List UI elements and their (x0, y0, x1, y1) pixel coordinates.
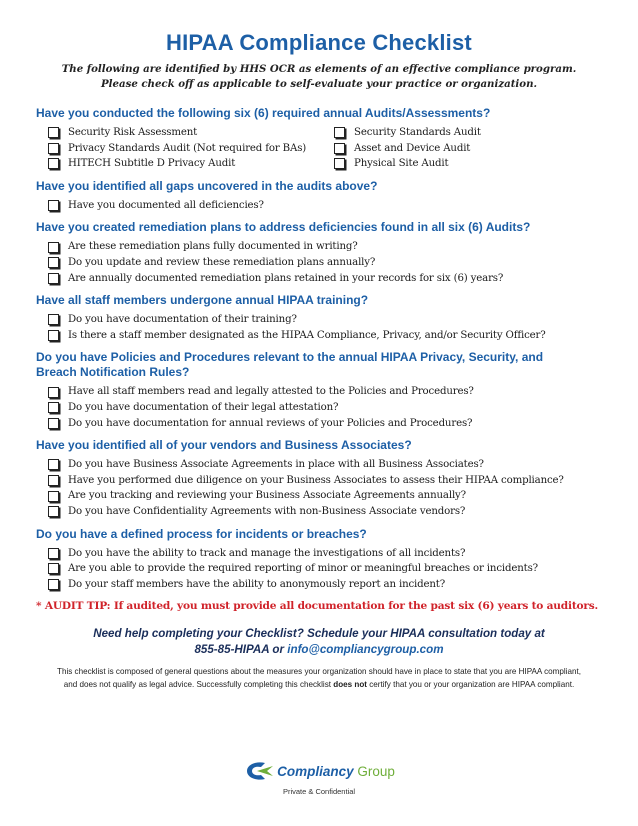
checklist-item (48, 156, 334, 172)
audits-checklist (48, 125, 602, 172)
question-vendors: Have you identified all of your vendors and Business Associates? (36, 438, 412, 453)
checklist-item (48, 384, 602, 400)
incidents-checklist (48, 546, 602, 593)
checkbox[interactable] (48, 158, 59, 169)
checklist-item (48, 546, 602, 562)
checkbox[interactable] (48, 200, 59, 211)
checkbox[interactable] (48, 314, 59, 325)
question-remediation: Have you created remediation plans to address deficiencies found in all six (6) Audits? (36, 220, 531, 235)
checkbox[interactable] (48, 402, 59, 413)
item-label: Are you able to provide the required reporting of minor or meaningful breaches or incidents? (68, 563, 538, 575)
checkbox[interactable] (48, 475, 59, 486)
checklist-item (48, 328, 602, 344)
brand-name-part-2: Group (357, 763, 395, 779)
item-label: Are these remediation plans fully documented in writing? (68, 241, 358, 253)
checklist-item (48, 504, 602, 520)
footer-logo (0, 760, 638, 796)
checklist-item (48, 271, 602, 287)
checklist-item (48, 416, 602, 432)
checkbox[interactable] (48, 242, 59, 253)
help-line-2 (36, 642, 602, 658)
vendors-checklist (48, 457, 602, 519)
intro-line-2: Please check off as applicable to self-evaluate your practice or organization. (100, 78, 538, 90)
help-line-1: Need help completing your Checklist? Schedule your HIPAA consultation today at (93, 627, 545, 641)
audit-tip: * AUDIT TIP: If audited, you must provide all documentation for the past six (6) years to auditors. (36, 600, 599, 613)
checklist-item (48, 312, 602, 328)
audits-column-1 (48, 125, 334, 172)
question-policies-line-2: Breach Notification Rules? (36, 365, 190, 380)
item-label: Do your staff members have the ability to anonymously report an incident? (68, 578, 446, 590)
question-audits: Have you conducted the following six (6) required annual Audits/Assessments? (36, 106, 491, 120)
brand-name (277, 764, 395, 779)
checklist-item (334, 141, 481, 157)
help-phone: 855-85-HIPAA or (194, 643, 285, 657)
item-label: Have you documented all deficiencies? (68, 199, 264, 211)
intro-line-1: The following are identified by HHS OCR as elements of an effective compliance program. (61, 63, 577, 75)
checklist-item (48, 577, 602, 593)
checkbox[interactable] (48, 548, 59, 559)
disclaimer-line-2 (36, 678, 602, 691)
item-label: Do you have Business Associate Agreements in place with all Business Associates? (68, 459, 484, 471)
checklist-item (48, 239, 602, 255)
item-label: Asset and Device Audit (354, 142, 471, 154)
checklist-item (48, 400, 602, 416)
checklist-item (48, 125, 334, 141)
audits-column-2 (334, 125, 481, 172)
item-label: Have all staff members read and legally attested to the Policies and Procedures? (68, 386, 474, 398)
question-policies-line-1: Do you have Policies and Procedures relevant to the annual HIPAA Privacy, Security, and (36, 350, 544, 365)
brand-logo (243, 760, 395, 782)
question-incidents: Do you have a defined process for incidents or breaches? (36, 526, 367, 541)
checkbox[interactable] (48, 563, 59, 574)
item-label: Do you have the ability to track and manage the investigations of all incidents? (68, 547, 466, 559)
item-label: Are you tracking and reviewing your Business Associate Agreements annually? (68, 490, 466, 502)
page-title: HIPAA Compliance Checklist (166, 30, 472, 55)
item-label: Are annually documented remediation plans retained in your records for six (6) years? (68, 272, 504, 284)
checkbox[interactable] (48, 143, 59, 154)
checkbox[interactable] (48, 387, 59, 398)
checkbox[interactable] (48, 330, 59, 341)
checklist-item (48, 488, 602, 504)
item-label: Do you have documentation for annual reviews of your Policies and Procedures? (68, 417, 473, 429)
item-label: Security Risk Assessment (68, 127, 198, 138)
disclaimer (36, 665, 602, 691)
disclaimer-line-1: This checklist is composed of general questions about the measures your organization should have in place to state that you are HIPAA compliant, (57, 667, 581, 677)
gaps-checklist (48, 198, 602, 214)
confidential-label: Private & Confidential (282, 787, 356, 796)
item-label: Do you have documentation of their legal attestation? (68, 401, 339, 413)
remediation-checklist (48, 239, 602, 286)
checkbox[interactable] (334, 143, 345, 154)
checklist-item (48, 198, 602, 214)
checklist-item (48, 141, 334, 157)
checkbox[interactable] (334, 158, 345, 169)
question-gaps: Have you identified all gaps uncovered in the audits above? (36, 178, 378, 193)
question-training: Have all staff members undergone annual HIPAA training? (36, 293, 369, 308)
item-label: Do you have documentation of their training? (68, 314, 297, 326)
item-label: Is there a staff member designated as the HIPAA Compliance, Privacy, and/or Security Officer? (68, 329, 546, 341)
brand-name-part-1: Compliancy (277, 763, 354, 779)
policies-checklist (48, 384, 602, 431)
checkbox[interactable] (48, 491, 59, 502)
checklist-item (48, 457, 602, 473)
disclaimer-emphasis: does not (333, 680, 367, 690)
item-label: Do you have Confidentiality Agreements with non-Business Associate vendors? (68, 505, 466, 517)
item-label: Privacy Standards Audit (Not required for BAs) (68, 142, 307, 154)
item-label: Have you performed due diligence on your Business Associates to assess their HIPAA compliance? (68, 474, 564, 486)
checklist-item (48, 255, 602, 271)
item-label: HITECH Subtitle D Privacy Audit (68, 158, 236, 170)
help-email-link[interactable]: info@compliancygroup.com (287, 643, 444, 657)
checkbox[interactable] (48, 459, 59, 470)
checkbox[interactable] (48, 127, 59, 138)
question-policies (36, 350, 602, 380)
checkbox[interactable] (48, 418, 59, 429)
disclaimer-line-2-start: and does not qualify as legal advice. Successfully completing this checklist (63, 680, 331, 690)
checkbox[interactable] (48, 506, 59, 517)
training-checklist (48, 312, 602, 343)
intro-text (36, 62, 602, 92)
checkbox[interactable] (334, 127, 345, 138)
checklist-item (334, 156, 481, 172)
checkbox[interactable] (48, 579, 59, 590)
checklist-item (48, 561, 602, 577)
checklist-item (334, 125, 481, 141)
help-callout (36, 626, 602, 658)
checkbox[interactable] (48, 273, 59, 284)
checkbox[interactable] (48, 257, 59, 268)
item-label: Do you update and review these remediation plans annually? (68, 256, 376, 268)
disclaimer-line-2-end: certify that you or your organization are HIPAA compliant. (369, 680, 575, 690)
item-label: Physical Site Audit (354, 158, 449, 170)
item-label: Security Standards Audit (354, 127, 481, 138)
checklist-item (48, 473, 602, 489)
compliancy-logo-icon (243, 760, 277, 782)
